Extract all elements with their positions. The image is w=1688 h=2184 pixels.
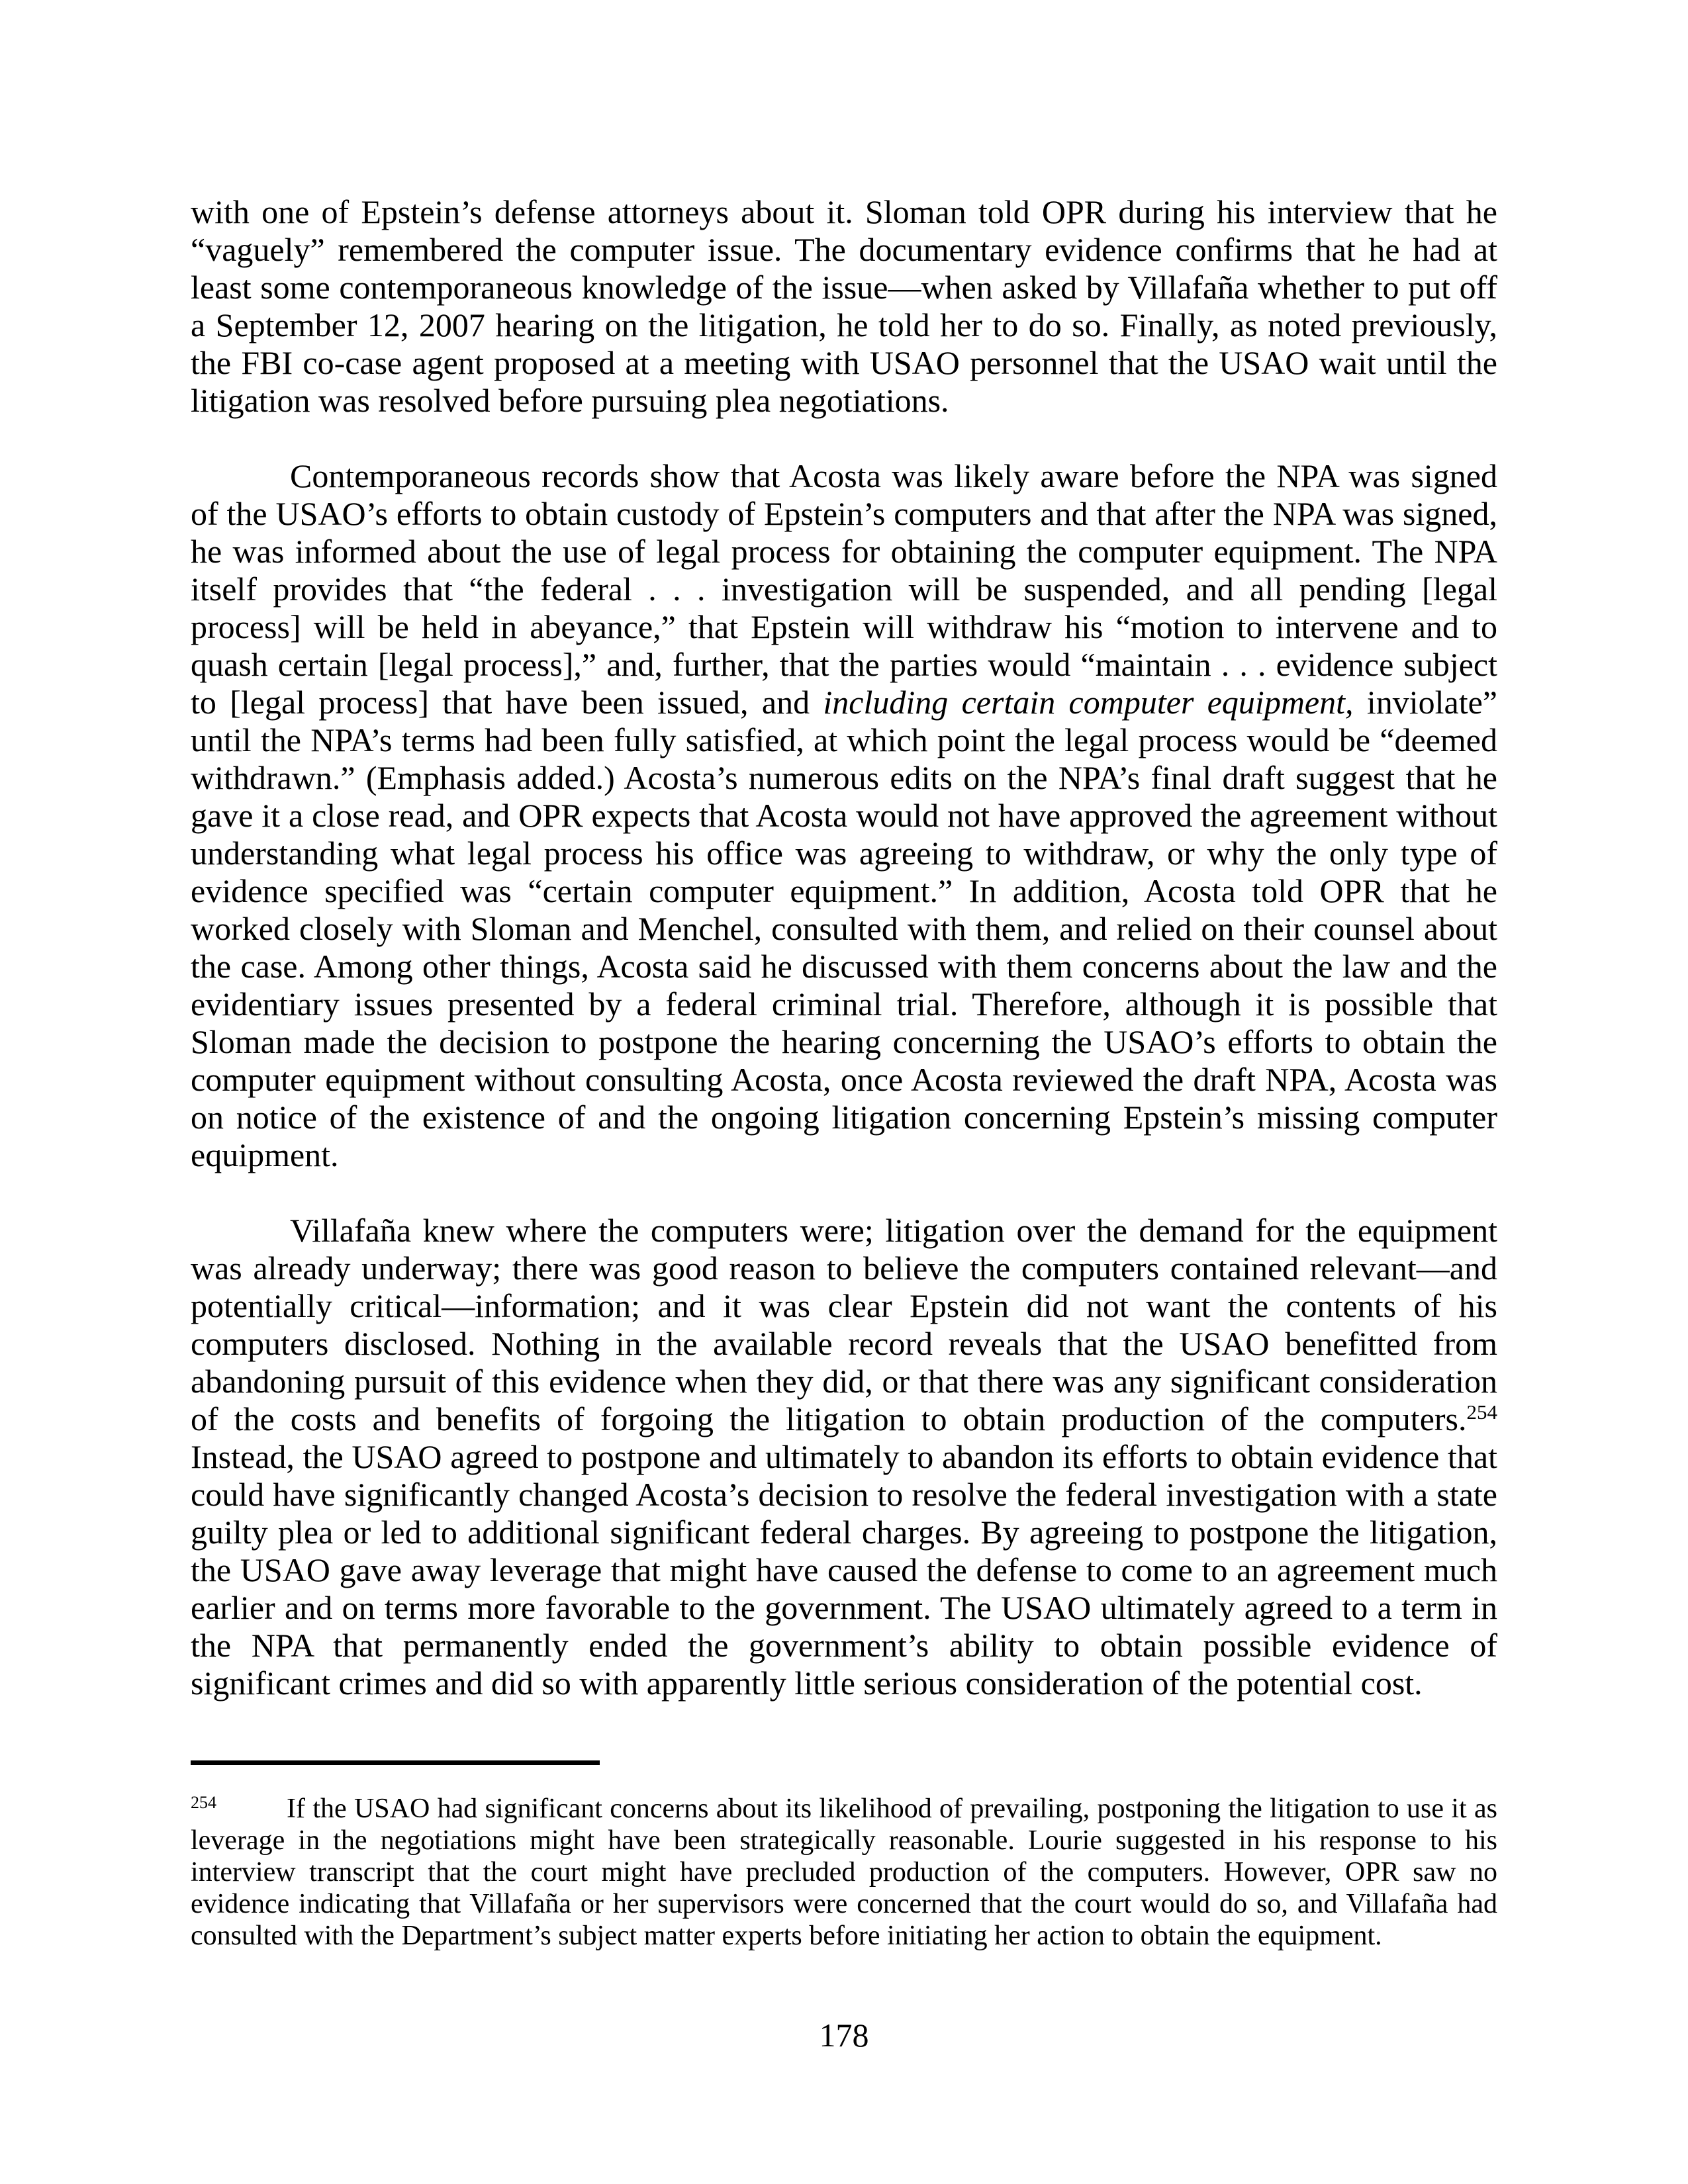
paragraph-text: Contemporaneous records show that Acosta was likely aware before the NPA was signed of the USAO’s efforts to obtain custody of Epstein’s computers and that after the NPA was signed, he was informed about the use of legal process for obtaining the computer equipment. The NPA itself provides that “the federal . . . investigation will be suspended, and all pending [legal process] will be held in abeyance,” that Epstein will withdraw his “motion to intervene and to quash certain [legal process],” and, further, that the parties would “maintain . . . evidence subject to [legal process] that have been issued, and bbox=[191, 457, 1497, 721]
body-paragraph-2 bbox=[191, 457, 1497, 1174]
page-footer bbox=[191, 2017, 1497, 2184]
paragraph-text: inviolate” until the NPA’s terms had been fully satisfied, at which point the legal process would be “deemed withdrawn.” (Emphasis added.) Acosta’s numerous edits on the NPA’s final draft suggest that he gave it a close read, and OPR expects that Acosta would not have approved the agreement without understanding what legal process his office was agreeing to withdraw, or why the only type of evidence specified was “certain computer equipment.” In addition, Acosta told OPR that he worked closely with Sloman and Menchel, consulted with them, and relied on their counsel about the case. Among other things, Acosta said he discussed with them concerns about the law and the evidentiary issues presented by a federal criminal trial. Therefore, although it is possible that Sloman made the decision to postpone the hearing concerning the USAO’s efforts to obtain the computer equipment without consulting Acosta, once Acosta reviewed the draft NPA, Acosta was on notice of the existence of and the ongoing litigation concerning Epstein’s missing computer equipment. bbox=[191, 684, 1497, 1173]
footnote-254 bbox=[191, 1793, 1497, 1952]
footnote-section bbox=[191, 1760, 1497, 1952]
body-paragraph-1 bbox=[191, 193, 1497, 420]
emphasized-phrase: including certain computer equipment, bbox=[823, 684, 1354, 721]
footnote-text: If the USAO had significant concerns about its likelihood of prevailing, postponing the litigation to use it as leverage in the negotiations might have been strategically reasonable. Lourie suggested in his response to his interview transcript that the court might have precluded production of the computers. However, OPR saw no evidence indicating that Villafaña or her supervisors were concerned that the court would do so, and Villafaña had consulted with the Department’s subject matter experts before initiating her action to obtain the equipment. bbox=[191, 1794, 1497, 1952]
body-paragraph-3 bbox=[191, 1212, 1497, 1702]
page-number: 178 bbox=[819, 2017, 869, 2054]
footnote-number: 254 bbox=[191, 1792, 217, 1812]
footnote-separator-rule bbox=[191, 1760, 600, 1765]
footnote-reference-254: 254 bbox=[1466, 1400, 1497, 1424]
paragraph-text: with one of Epstein’s defense attorneys about it. Sloman told OPR during his interview that he “vaguely” remembered the computer issue. The documentary evidence confirms that he had at least some contemporaneous knowledge of the issue—when asked by Villafaña whether to put off a September 12, 2007 hearing on the litigation, he told her to do so. Finally, as noted previously, the FBI co-case agent proposed at a meeting with USAO personnel that the USAO wait until the litigation was resolved before pursuing plea negotiations. bbox=[191, 193, 1497, 419]
paragraph-text: Villafaña knew where the computers were; litigation over the demand for the equipment was already underway; there was good reason to believe the computers contained relevant—and potentially critical—information; and it was clear Epstein did not want the contents of his computers disclosed. Nothing in the available record reveals that the USAO benefitted from abandoning pursuit of this evidence when they did, or that there was any significant consideration of the costs and benefits of forgoing the litigation to obtain production of the computers. bbox=[191, 1212, 1497, 1437]
paragraph-text: Instead, the USAO agreed to postpone and ultimately to abandon its efforts to obtain evidence that could have significantly changed Acosta’s decision to resolve the federal investigation with a state guilty plea or led to additional significant federal charges. By agreeing to postpone the litigation, the USAO gave away leverage that might have caused the defense to come to an agreement much earlier and on terms more favorable to the government. The USAO ultimately agreed to a term in the NPA that permanently ended the government’s ability to obtain possible evidence of significant crimes and did so with apparently little serious consideration of the potential cost. bbox=[191, 1438, 1497, 1702]
